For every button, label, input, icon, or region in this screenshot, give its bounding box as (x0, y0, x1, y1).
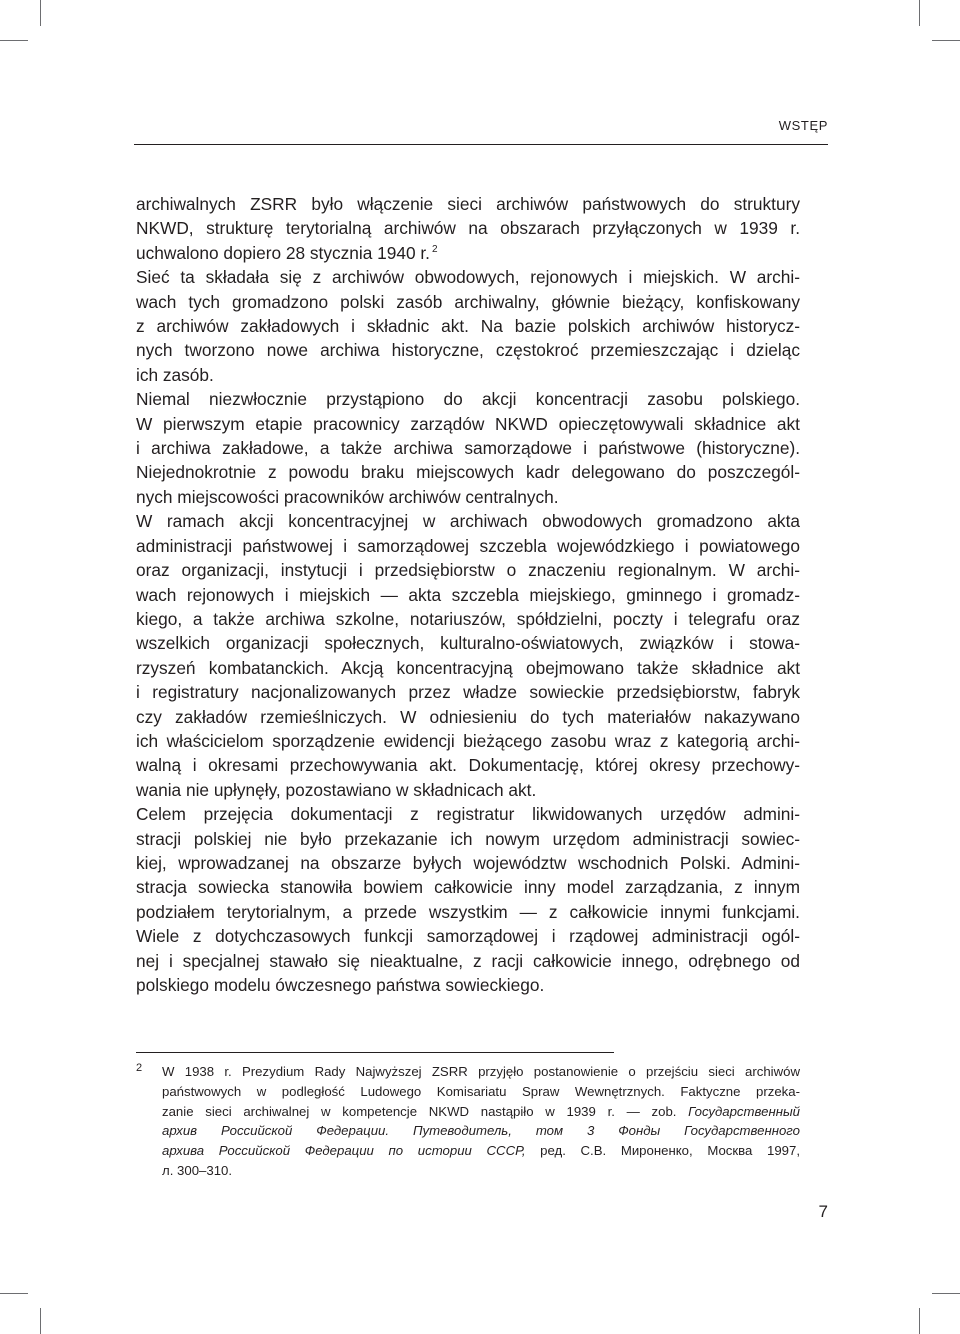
text-line (136, 753, 800, 777)
footnote-italic-segment: архива Российской Федерации по истории СССР, (162, 1143, 526, 1159)
text-line (136, 949, 800, 973)
footnote-text (162, 1062, 800, 1181)
crop-mark (932, 1293, 960, 1294)
text-line (136, 485, 800, 509)
text-line-content: NKWD, strukturę terytorialną archiwów na obszarach przyłączonych w 1939 r. (136, 218, 800, 239)
footnote (136, 1062, 800, 1181)
footnote-segment: W 1938 r. Prezydium Rady Najwyższej ZSRR przyjęło postanowienie o przejściu sieci archiwów (162, 1064, 800, 1079)
text-line (136, 314, 800, 338)
text-line (136, 778, 800, 802)
text-line-content: oraz organizacji, instytucji i przedsiębiorstw o znaczeniu regionalnym. W archi- (136, 560, 800, 581)
text-line (136, 290, 800, 314)
text-line-content: rzyszeń kombatanckich. Akcją koncentracyjną obejmowano także składnice akt (136, 657, 800, 678)
text-line (136, 656, 800, 680)
text-line (136, 509, 800, 533)
crop-mark (40, 1308, 41, 1334)
crop-mark (919, 1308, 920, 1334)
text-line-content: ich właścicielom sporządzenie ewidencji bieżącego zasobu wraz z kategorią archi- (136, 730, 800, 751)
text-line-content: czy zakładów rzemieślniczych. W odniesieniu do tych materiałów nakazywano (136, 706, 800, 727)
footnote-line (162, 1062, 800, 1082)
text-line (136, 192, 800, 216)
text-line-content: ich zasób. (136, 364, 214, 385)
text-line-content: wszelkich organizacji społecznych, kulturalno-oświatowych, związków i stowa- (136, 633, 800, 654)
text-line-content: podziałem terytorialnym, a przede wszystkim — z całkowicie innymi funkcjami. (136, 901, 800, 922)
text-line (136, 436, 800, 460)
text-line-content: administracji państwowej i samorządowej szczebla wojewódzkiego i powiatowego (136, 535, 800, 556)
body-text (136, 192, 800, 997)
footnote-number: 2 (136, 1062, 143, 1074)
running-head: WSTĘP (778, 118, 828, 133)
text-line (136, 363, 800, 387)
text-line-content: archiwalnych ZSRR było włączenie sieci archiwów państwowych do struktury (136, 194, 800, 214)
footnote-line (162, 1141, 800, 1161)
footnote-segment: zanie sieci archiwalnej w kompetencje NKWD nastąpiło w 1939 r. — zob. (162, 1103, 689, 1119)
text-line (136, 924, 800, 948)
footnote-segment: л. 300–310. (162, 1162, 233, 1178)
text-line (136, 558, 800, 582)
text-line (136, 900, 800, 924)
text-line-content: uchwalono dopiero 28 stycznia 1940 r. (136, 242, 430, 263)
text-line (136, 583, 800, 607)
footnote-line (162, 1102, 800, 1122)
footnote-reference: 2 (431, 243, 438, 255)
crop-mark (919, 0, 920, 26)
footnote-rule (136, 1052, 614, 1053)
text-line (136, 729, 800, 753)
text-line (136, 338, 800, 362)
header-rule (134, 144, 828, 145)
text-line-content: Niejednokrotnie z powodu braku miejscowych kadr delegowano do poszczegól- (136, 462, 800, 483)
text-line (136, 875, 800, 899)
text-line (136, 705, 800, 729)
text-line-content: i archiwa zakładowe, a także archiwa samorządowe i państwowe (historyczne). (136, 438, 800, 459)
text-line-content: wach tych gromadzono polski zasób archiwalny, głównie bieżący, konfiskowany (136, 291, 800, 312)
text-line (136, 851, 800, 875)
text-line-content: nej i specjalnej stawało się nieaktualne, z racji całkowicie innego, odrębnego od (136, 950, 800, 971)
text-line (136, 241, 800, 265)
text-line-content: Niemal niezwłocznie przystąpiono do akcji koncentracji zasobu polskiego. (136, 389, 800, 410)
text-line (136, 607, 800, 631)
text-line-content: Wiele z dotychczasowych funkcji samorządowej i rządowej administracji ogól- (136, 926, 800, 947)
crop-mark (40, 0, 41, 26)
footnote-italic-segment: Государственный (688, 1103, 800, 1119)
crop-mark (0, 1293, 28, 1294)
text-line-content: stracji polskiej nie było przekazanie ich nowym urzędom administracji sowiec- (136, 828, 800, 849)
text-line-content: i registratury nacjonalizowanych przez władze sowieckie przedsiębiorstw, fabryk (136, 682, 800, 703)
footnote-line (162, 1161, 800, 1181)
page-number: 7 (818, 1202, 828, 1221)
text-line (136, 460, 800, 484)
text-line (136, 827, 800, 851)
text-line (136, 802, 800, 826)
text-line (136, 680, 800, 704)
text-line-content: wach rejonowych i miejskich — akta szczebla miejskiego, gminnego i gromadz- (136, 584, 800, 605)
crop-mark (932, 40, 960, 41)
text-line (136, 387, 800, 411)
text-line-content: kiego, a także archiwa szkolne, notariuszów, spółdzielni, poczty i telegrafu oraz (136, 608, 800, 629)
text-line (136, 412, 800, 436)
text-line-content: wania nie upłynęły, pozostawiano w składnicach akt. (136, 779, 537, 800)
text-line-content: Sieć ta składała się z archiwów obwodowych, rejonowych i miejskich. W archi- (136, 267, 800, 288)
text-line-content: z archiwów zakładowych i składnic akt. Na bazie polskich archiwów historycz- (136, 316, 800, 337)
text-line-content: kiej, wprowadzanej na obszarze byłych województw wschodnich Polski. Admini- (136, 852, 800, 873)
text-line-content: W pierwszym etapie pracownicy zarządów NKWD opieczętowywali składnice akt (136, 413, 800, 434)
footnote-line (162, 1121, 800, 1141)
text-line (136, 973, 800, 997)
text-line (136, 534, 800, 558)
crop-mark (0, 40, 28, 41)
footnote-italic-segment: архив Российской Федерации. Путеводитель, том 3 Фонды Государственного (162, 1123, 800, 1139)
text-line-content: polskiego modelu ówczesnego państwa sowieckiego. (136, 975, 545, 995)
text-line (136, 265, 800, 289)
footnote-line (162, 1082, 800, 1102)
footnote-segment: państwowych w podległość Ludowego Komisariatu Spraw Wewnętrznych. Faktyczne przeka- (162, 1083, 800, 1099)
footnote-segment: ред. С.В. Мироненко, Москва 1997, (525, 1143, 800, 1159)
text-line (136, 631, 800, 655)
text-line-content: nych tworzono nowe archiwa historyczne, częstokroć przemieszczając i dzieląc (136, 340, 800, 361)
text-line-content: nych miejscowości pracowników archiwów centralnych. (136, 486, 559, 507)
text-line-content: W ramach akcji koncentracyjnej w archiwach obwodowych gromadzono akta (136, 511, 800, 532)
text-line-content: Celem przejęcia dokumentacji z registratur likwidowanych urzędów admini- (136, 804, 800, 825)
text-line (136, 216, 800, 240)
text-line-content: stracja sowiecka stanowiła bowiem całkowicie inny model zarządzania, z innym (136, 877, 800, 898)
text-line-content: walną i okresami przechowywania akt. Dokumentację, której okresy przechowy- (136, 755, 800, 776)
